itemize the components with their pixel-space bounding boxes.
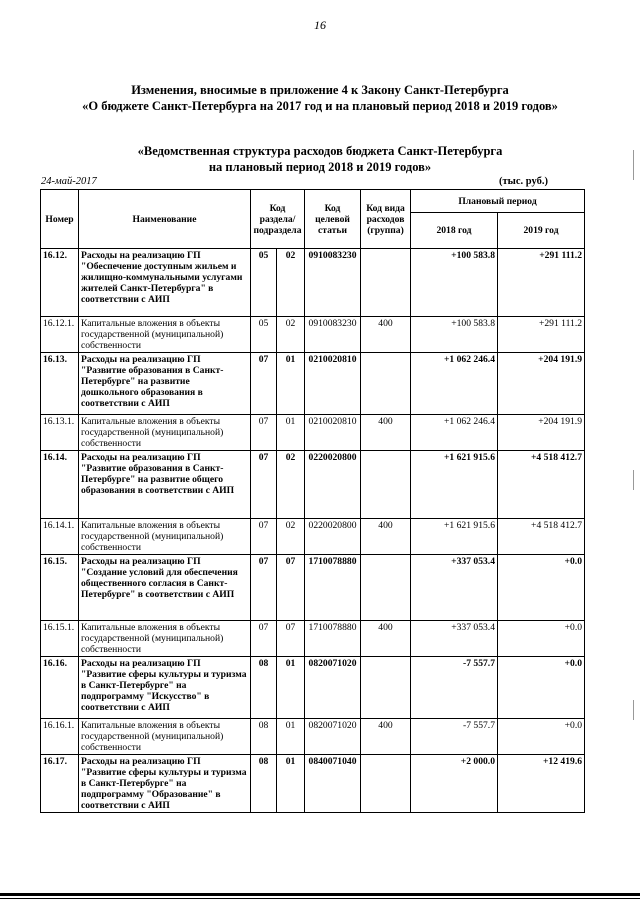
row-number: 16.17. [41,755,79,813]
row-target-code: 0820071020 [305,657,361,719]
row-amount-2018: +2 000.0 [411,755,498,813]
row-amount-2018: -7 557.7 [411,657,498,719]
header-number: Номер [41,190,79,249]
table-row [41,719,585,755]
row-subsection: 01 [277,755,305,813]
row-name: Капитальные вложения в объекты государственной (муниципальной) собственности [79,719,251,755]
row-target-code: 0220020800 [305,451,361,519]
row-amount-2019: +291 111.2 [498,249,585,317]
row-amount-2019: +4 518 412.7 [498,519,585,555]
row-name: Капитальные вложения в объекты государственной (муниципальной) собственности [79,519,251,555]
row-target-code: 0210020810 [305,415,361,451]
row-number: 16.14.1. [41,519,79,555]
header-type-code: Код вида расходов (группа) [361,190,411,249]
scan-edge-mark [633,470,634,490]
row-amount-2019: +0.0 [498,657,585,719]
table-row [41,451,585,519]
row-amount-2018: +1 062 246.4 [411,353,498,415]
row-name: Расходы на реализацию ГП "Создание условий для обеспечения общественного согласия в Санкт-Петербурге" в соответствии с АИП [79,555,251,621]
row-number: 16.16. [41,657,79,719]
row-number: 16.16.1. [41,719,79,755]
row-name: Капитальные вложения в объекты государственной (муниципальной) собственности [79,317,251,353]
row-target-code: 1710078880 [305,621,361,657]
table-row [41,249,585,317]
row-section: 07 [251,415,277,451]
row-target-code: 0210020810 [305,353,361,415]
subtitle-line-2: на плановый период 2018 и 2019 годов» [208,160,432,174]
row-target-code: 0840071040 [305,755,361,813]
row-section: 05 [251,317,277,353]
row-name: Расходы на реализацию ГП "Развитие образования в Санкт-Петербурге" на развитие общего образования в соответствии с АИП [79,451,251,519]
row-amount-2019: +0.0 [498,719,585,755]
header-target-code: Код целевой статьи [305,190,361,249]
row-section: 08 [251,719,277,755]
table-subtitle [40,143,600,175]
table-row [41,755,585,813]
row-name: Расходы на реализацию ГП "Развитие сферы культуры и туризма в Санкт-Петербурге" на подпрограмму "Искусство" в соответствии с АИП [79,657,251,719]
header-year-2018: 2018 год [411,213,498,249]
row-type-code: 400 [361,415,411,451]
row-amount-2019: +204 191.9 [498,415,585,451]
row-target-code: 0220020800 [305,519,361,555]
document-title [40,82,600,114]
row-amount-2019: +0.0 [498,621,585,657]
row-type-code: 400 [361,621,411,657]
header-year-2019: 2019 год [498,213,585,249]
row-number: 16.13. [41,353,79,415]
title-line-1: Изменения, вносимые в приложение 4 к Закону Санкт-Петербурга [131,83,509,97]
row-type-code [361,353,411,415]
scan-bottom-border [0,893,640,896]
row-section: 07 [251,555,277,621]
row-name: Расходы на реализацию ГП "Развитие образования в Санкт-Петербурге" на развитие дошкольного образования в соответствии с АИП [79,353,251,415]
row-type-code [361,755,411,813]
row-type-code [361,555,411,621]
row-type-code: 400 [361,317,411,353]
row-amount-2019: +204 191.9 [498,353,585,415]
row-target-code: 0910083230 [305,249,361,317]
row-type-code [361,451,411,519]
units-label: (тыс. руб.) [499,176,548,187]
header-planned-period: Плановый период [411,190,585,213]
row-section: 07 [251,621,277,657]
row-number: 16.12. [41,249,79,317]
row-name: Капитальные вложения в объекты государственной (муниципальной) собственности [79,415,251,451]
header-section-code: Код раздела/ подраздела [251,190,305,249]
header-name: Наименование [79,190,251,249]
scan-bottom-border-thin [0,898,640,899]
row-subsection: 07 [277,621,305,657]
table-body [41,249,585,813]
row-target-code: 0910083230 [305,317,361,353]
row-amount-2019: +12 419.6 [498,755,585,813]
row-amount-2018: +1 062 246.4 [411,415,498,451]
row-amount-2019: +0.0 [498,555,585,621]
scan-edge-mark [633,700,634,720]
row-subsection: 01 [277,719,305,755]
row-type-code: 400 [361,719,411,755]
row-amount-2018: -7 557.7 [411,719,498,755]
row-subsection: 07 [277,555,305,621]
table-row [41,621,585,657]
row-name: Капитальные вложения в объекты государственной (муниципальной) собственности [79,621,251,657]
row-target-code: 0820071020 [305,719,361,755]
row-amount-2018: +337 053.4 [411,621,498,657]
table-row [41,353,585,415]
row-subsection: 02 [277,249,305,317]
row-number: 16.14. [41,451,79,519]
row-section: 08 [251,755,277,813]
row-subsection: 02 [277,317,305,353]
table-row [41,415,585,451]
table-row [41,555,585,621]
row-number: 16.12.1. [41,317,79,353]
row-name: Расходы на реализацию ГП "Развитие сферы культуры и туризма в Санкт-Петербурге" на подпрограмму "Образование" в соответствии с АИП [79,755,251,813]
row-section: 07 [251,519,277,555]
expenditure-table [40,189,585,813]
row-amount-2018: +337 053.4 [411,555,498,621]
row-section: 07 [251,451,277,519]
row-subsection: 02 [277,451,305,519]
row-number: 16.15.1. [41,621,79,657]
document-date: 24-май-2017 [41,176,97,187]
row-subsection: 01 [277,415,305,451]
row-amount-2018: +100 583.8 [411,249,498,317]
row-name: Расходы на реализацию ГП "Обеспечение доступным жильем и жилищно-коммунальными услугами жителей Санкт-Петербурга" в соответствии с АИП [79,249,251,317]
row-type-code: 400 [361,519,411,555]
table-row [41,519,585,555]
row-amount-2018: +1 621 915.6 [411,451,498,519]
row-number: 16.15. [41,555,79,621]
row-section: 08 [251,657,277,719]
scan-edge-mark [633,150,634,180]
row-number: 16.13.1. [41,415,79,451]
row-section: 07 [251,353,277,415]
row-type-code [361,249,411,317]
row-subsection: 02 [277,519,305,555]
row-subsection: 01 [277,353,305,415]
row-section: 05 [251,249,277,317]
row-amount-2018: +1 621 915.6 [411,519,498,555]
subtitle-line-1: «Ведомственная структура расходов бюджета Санкт-Петербурга [137,144,503,158]
row-amount-2018: +100 583.8 [411,317,498,353]
row-type-code [361,657,411,719]
row-amount-2019: +4 518 412.7 [498,451,585,519]
table-row [41,657,585,719]
row-amount-2019: +291 111.2 [498,317,585,353]
title-line-2: «О бюджете Санкт-Петербурга на 2017 год и на плановый период 2018 и 2019 годов» [82,99,558,113]
table-row [41,317,585,353]
page-number: 16 [314,18,326,32]
row-target-code: 1710078880 [305,555,361,621]
row-subsection: 01 [277,657,305,719]
